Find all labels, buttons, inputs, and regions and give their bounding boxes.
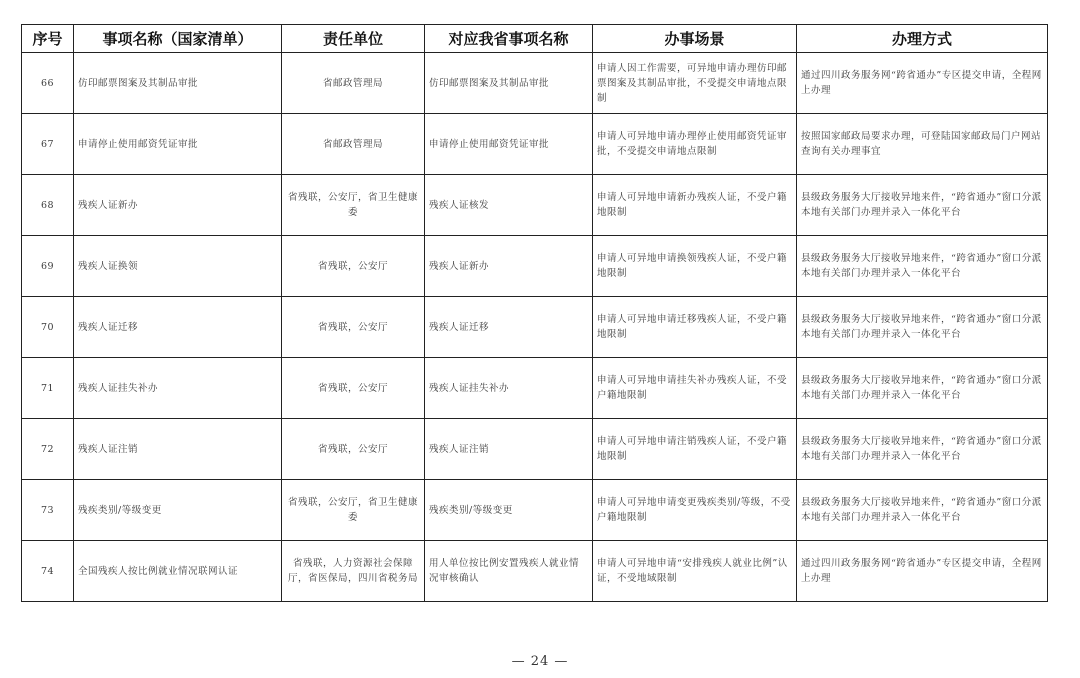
cell-scene: 申请人因工作需要，可异地申请办理仿印邮票图案及其制品审批，不受提交申请地点限制: [593, 53, 797, 114]
cell-method: 县级政务服务大厅接收异地来件，“跨省通办”窗口分派本地有关部门办理并录入一体化平台: [797, 480, 1048, 541]
cell-matter-name: 残疾类别/等级变更: [74, 480, 282, 541]
matters-table: [21, 24, 1048, 602]
table-row: [22, 236, 1048, 297]
cell-responsible-unit: 省残联，人力资源社会保障厅，省医保局，四川省税务局: [282, 541, 425, 602]
cell-seq: 69: [22, 236, 74, 297]
cell-seq: 70: [22, 297, 74, 358]
cell-matter-name: 残疾人证新办: [74, 175, 282, 236]
cell-scene: 申请人可异地申请换领残疾人证，不受户籍地限制: [593, 236, 797, 297]
cell-method: 县级政务服务大厅接收异地来件，“跨省通办”窗口分派本地有关部门办理并录入一体化平台: [797, 297, 1048, 358]
cell-seq: 67: [22, 114, 74, 175]
cell-seq: 74: [22, 541, 74, 602]
cell-responsible-unit: 省邮政管理局: [282, 53, 425, 114]
cell-responsible-unit: 省残联，公安厅，省卫生健康委: [282, 175, 425, 236]
cell-seq: 71: [22, 358, 74, 419]
cell-method: 按照国家邮政局要求办理，可登陆国家邮政局门户网站查询有关办理事宜: [797, 114, 1048, 175]
cell-responsible-unit: 省邮政管理局: [282, 114, 425, 175]
table-row: [22, 175, 1048, 236]
cell-responsible-unit: 省残联，公安厅: [282, 358, 425, 419]
cell-scene: 申请人可异地申请新办残疾人证，不受户籍地限制: [593, 175, 797, 236]
cell-provincial-name: 残疾人证新办: [425, 236, 593, 297]
page-number: — 24 —: [511, 654, 569, 669]
cell-provincial-name: 残疾人证注销: [425, 419, 593, 480]
cell-method: 县级政务服务大厅接收异地来件，“跨省通办”窗口分派本地有关部门办理并录入一体化平台: [797, 358, 1048, 419]
cell-responsible-unit: 省残联，公安厅: [282, 236, 425, 297]
cell-method: 通过四川政务服务网“跨省通办”专区提交申请，全程网上办理: [797, 541, 1048, 602]
cell-seq: 66: [22, 53, 74, 114]
cell-scene: 申请人可异地申请变更残疾类别/等级，不受户籍地限制: [593, 480, 797, 541]
cell-responsible-unit: 省残联，公安厅: [282, 419, 425, 480]
table-row: [22, 419, 1048, 480]
header-responsible-unit: 责任单位: [282, 25, 425, 53]
cell-matter-name: 残疾人证换领: [74, 236, 282, 297]
cell-scene: 申请人可异地申请迁移残疾人证，不受户籍地限制: [593, 297, 797, 358]
header-scene: 办事场景: [593, 25, 797, 53]
table-row: [22, 297, 1048, 358]
cell-matter-name: 仿印邮票图案及其制品审批: [74, 53, 282, 114]
cell-seq: 68: [22, 175, 74, 236]
cell-provincial-name: 残疾人证挂失补办: [425, 358, 593, 419]
cell-scene: 申请人可异地申请注销残疾人证，不受户籍地限制: [593, 419, 797, 480]
table-row: [22, 480, 1048, 541]
cell-method: 通过四川政务服务网“跨省通办”专区提交申请，全程网上办理: [797, 53, 1048, 114]
cell-matter-name: 申请停止使用邮资凭证审批: [74, 114, 282, 175]
cell-provincial-name: 残疾人证核发: [425, 175, 593, 236]
cell-matter-name: 残疾人证挂失补办: [74, 358, 282, 419]
table-header-row: [22, 25, 1048, 53]
cell-matter-name: 残疾人证注销: [74, 419, 282, 480]
cell-scene: 申请人可异地申请挂失补办残疾人证，不受户籍地限制: [593, 358, 797, 419]
header-provincial-name: 对应我省事项名称: [425, 25, 593, 53]
table-row: [22, 541, 1048, 602]
cell-method: 县级政务服务大厅接收异地来件，“跨省通办”窗口分派本地有关部门办理并录入一体化平台: [797, 419, 1048, 480]
cell-provincial-name: 申请停止使用邮资凭证审批: [425, 114, 593, 175]
header-matter-name: 事项名称（国家清单）: [74, 25, 282, 53]
cell-seq: 72: [22, 419, 74, 480]
cell-scene: 申请人可异地申请“安排残疾人就业比例”认证，不受地域限制: [593, 541, 797, 602]
header-seq: 序号: [22, 25, 74, 53]
cell-method: 县级政务服务大厅接收异地来件，“跨省通办”窗口分派本地有关部门办理并录入一体化平台: [797, 236, 1048, 297]
cell-scene: 申请人可异地申请办理停止使用邮资凭证审批，不受提交申请地点限制: [593, 114, 797, 175]
cell-method: 县级政务服务大厅接收异地来件，“跨省通办”窗口分派本地有关部门办理并录入一体化平台: [797, 175, 1048, 236]
cell-provincial-name: 残疾人证迁移: [425, 297, 593, 358]
cell-matter-name: 全国残疾人按比例就业情况联网认证: [74, 541, 282, 602]
cell-responsible-unit: 省残联，公安厅: [282, 297, 425, 358]
cell-matter-name: 残疾人证迁移: [74, 297, 282, 358]
table-row: [22, 53, 1048, 114]
cell-provincial-name: 残疾类别/等级变更: [425, 480, 593, 541]
header-method: 办理方式: [797, 25, 1048, 53]
cell-provincial-name: 用人单位按比例安置残疾人就业情况审核确认: [425, 541, 593, 602]
cell-seq: 73: [22, 480, 74, 541]
table-row: [22, 114, 1048, 175]
cell-provincial-name: 仿印邮票图案及其制品审批: [425, 53, 593, 114]
table-row: [22, 358, 1048, 419]
cell-responsible-unit: 省残联，公安厅，省卫生健康委: [282, 480, 425, 541]
